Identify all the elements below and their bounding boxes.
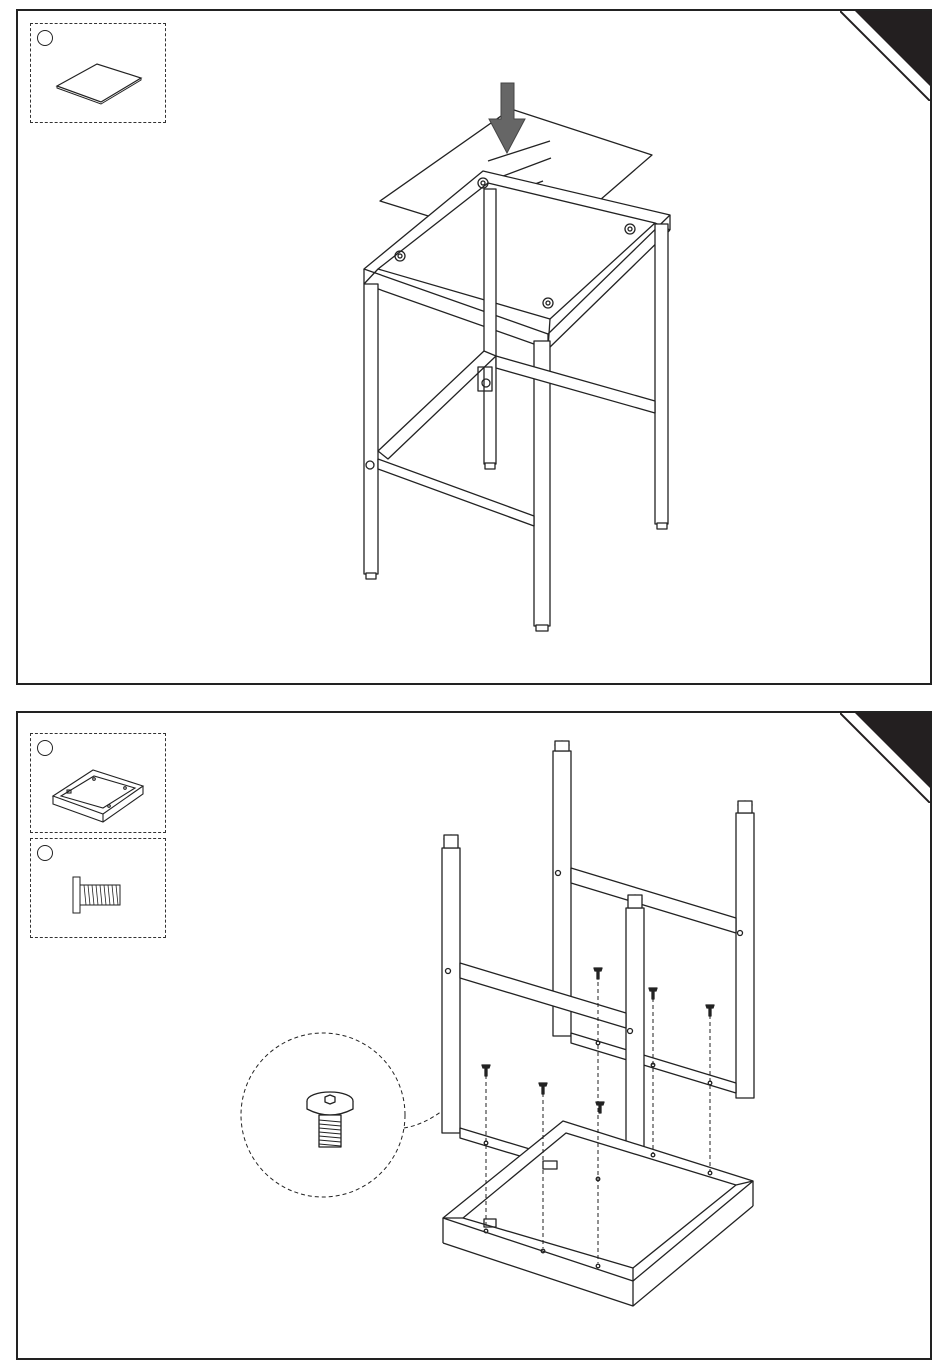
base-frame-icon bbox=[31, 734, 165, 832]
bolt-icon bbox=[31, 839, 165, 937]
step-corner bbox=[840, 11, 930, 101]
parts-box bbox=[30, 23, 166, 123]
step-2-panel bbox=[16, 711, 932, 1360]
rear-leg-frame bbox=[553, 741, 754, 1098]
step-1-panel bbox=[16, 9, 932, 685]
bolt-detail-icon bbox=[241, 1033, 442, 1197]
glass-panel-icon bbox=[31, 24, 165, 122]
parts-box-bolt bbox=[30, 838, 166, 938]
step-corner bbox=[840, 713, 930, 803]
stretchers bbox=[366, 351, 655, 526]
parts-box-base-frame bbox=[30, 733, 166, 833]
